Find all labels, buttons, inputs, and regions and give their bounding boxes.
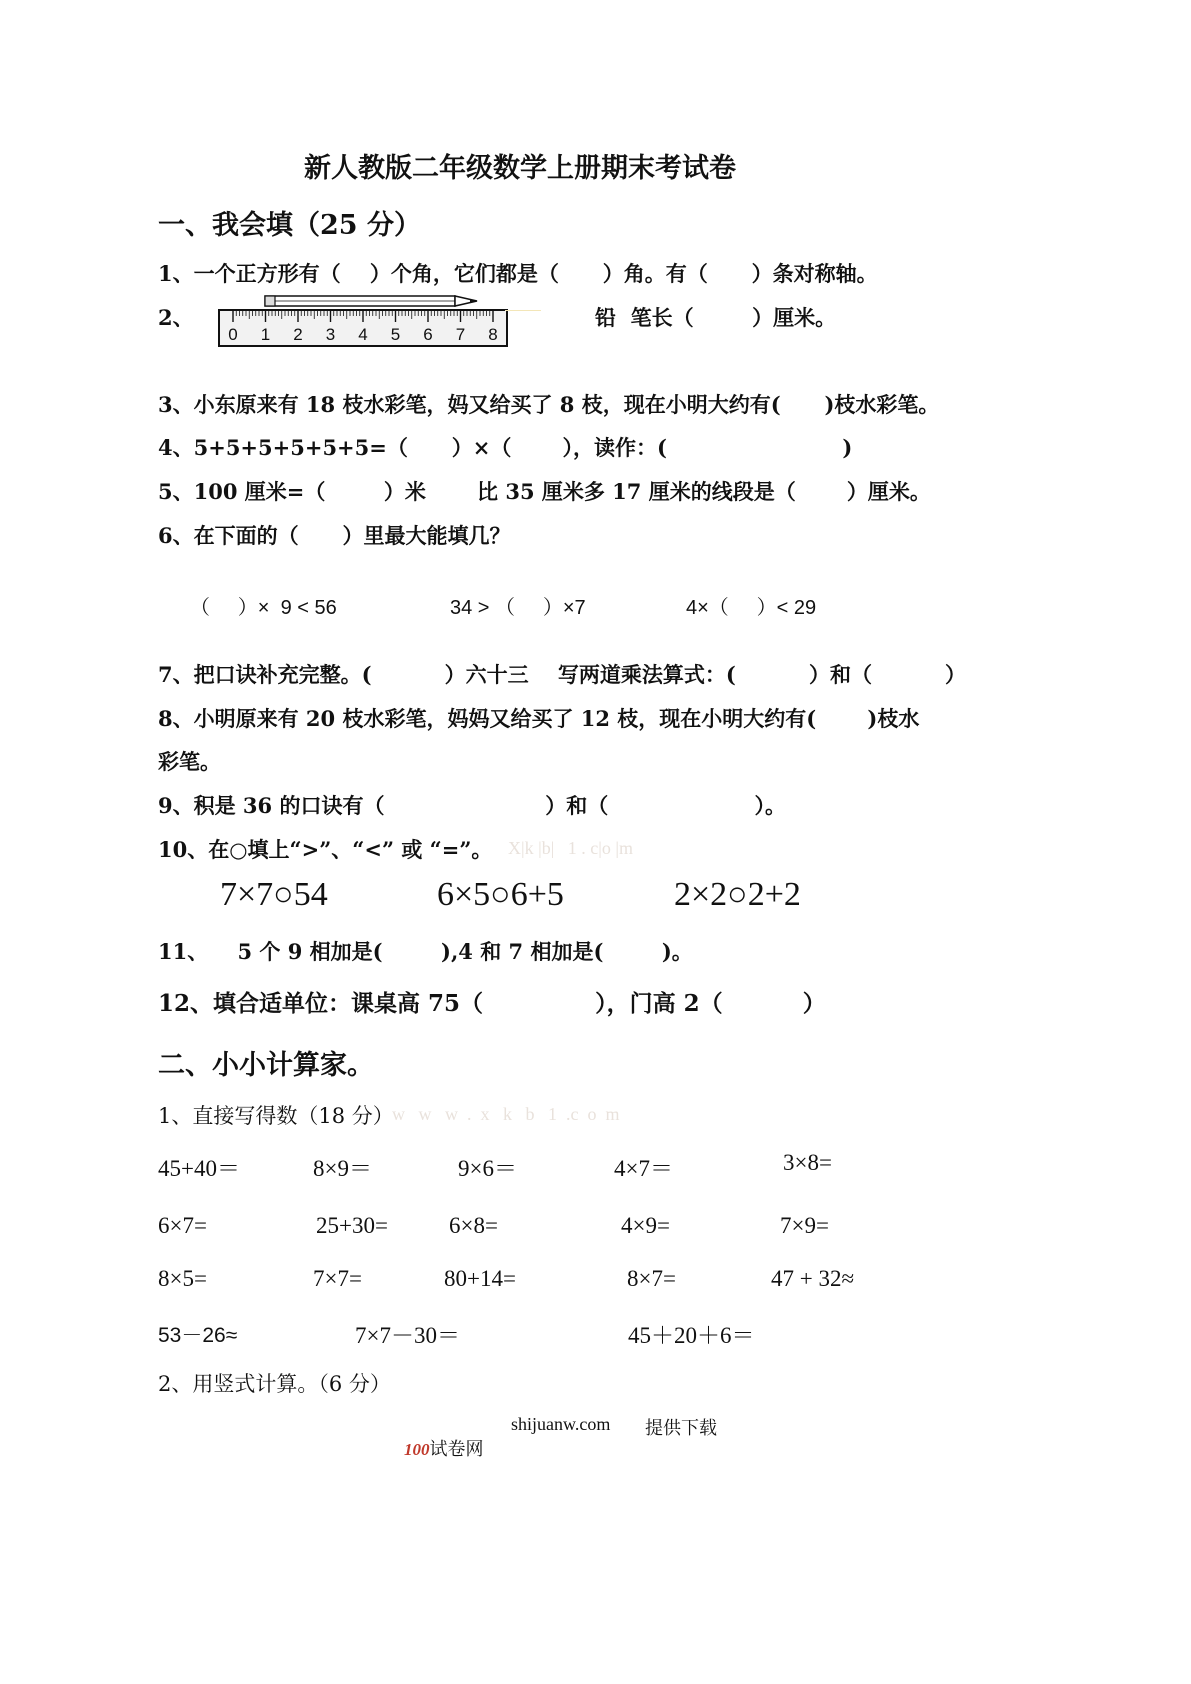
q10-watermark: X|k |b| 1 . c|o |m <box>508 838 634 858</box>
question-8-line1: 8、小明原来有 20 枝水彩笔，妈妈又给买了 12 枝，现在小明大约有( )枝水 <box>158 706 920 731</box>
calc-item: 8×5= <box>158 1266 207 1291</box>
calc-item: 45＋20＋6＝ <box>628 1323 755 1348</box>
calc-item: 80+14= <box>444 1266 516 1291</box>
ruler-label: 7 <box>455 325 466 344</box>
calc-item: 7×7－30＝ <box>355 1323 460 1348</box>
ruler-label: 5 <box>390 325 401 344</box>
q6-item-3: 4×（ ）< 29 <box>686 597 817 619</box>
question-4: 4、5+5+5+5+5+5=（ ）×（ ），读作：( ) <box>158 435 853 460</box>
question-2-text: 铅 笔长（ ）厘米。 <box>595 305 837 330</box>
q6-item-1: （ ）× 9 < 56 <box>190 597 337 619</box>
calc-item: 25+30= <box>316 1213 388 1238</box>
footer-site[interactable]: shijuanw.com <box>511 1414 611 1434</box>
calc-item: 6×8= <box>449 1213 498 1238</box>
calc-item: 3×8= <box>783 1150 832 1175</box>
ruler-label: 0 <box>228 325 238 344</box>
ruler-label: 4 <box>358 325 368 344</box>
q6-item-2: 34 > （ ）×7 <box>450 597 586 619</box>
ruler-label: 2 <box>293 325 303 344</box>
question-1: 1、一个正方形有（ ）个角，它们都是（ ）角。有（ ）条对称轴。 <box>158 261 878 286</box>
sub1-watermark: w w w . x k b 1 .c o m <box>392 1104 620 1124</box>
faint-line <box>505 310 541 311</box>
calc-item: 45+40＝ <box>158 1156 240 1181</box>
section1-heading: 一、我会填（25 分） <box>158 210 421 241</box>
question-12: 12、填合适单位：课桌高 75（ ），门高 2（ ） <box>158 990 826 1017</box>
ruler-labels <box>228 325 497 344</box>
ruler-pencil-illustration <box>215 292 515 352</box>
brand-text: 试卷网 <box>429 1439 484 1459</box>
ruler-label: 6 <box>423 325 433 344</box>
question-2-prefix: 2、 <box>158 305 194 330</box>
footer-note: 提供下载 <box>645 1418 717 1438</box>
calc-item: 4×7＝ <box>614 1156 673 1181</box>
pencil-icon <box>265 296 477 306</box>
q10-item-1: 7×7○54 <box>220 876 328 913</box>
q10-item-3: 2×2○2+2 <box>674 876 801 913</box>
footer <box>395 1414 484 1461</box>
calc-item: 4×9= <box>621 1213 670 1238</box>
section2-sub1: 1、直接写得数（18 分） <box>158 1104 394 1128</box>
question-10: 10、在○填上“>”、“<” 或 “=”。 <box>158 837 493 862</box>
page-title: 新人教版二年级数学上册期末考试卷 <box>304 153 736 184</box>
q10-item-2: 6×5○6+5 <box>437 876 564 913</box>
question-3: 3、小东原来有 18 枝水彩笔，妈又给买了 8 枝，现在小明大约有( )枝水彩笔。 <box>158 392 940 417</box>
calc-item: 47 + 32≈ <box>771 1266 855 1291</box>
question-8-line2: 彩笔。 <box>158 749 221 774</box>
ruler-label: 1 <box>260 325 271 344</box>
question-9: 9、积是 36 的口诀有（ ）和（ ）。 <box>158 793 787 818</box>
calc-item: 8×7= <box>627 1266 676 1291</box>
calc-item: 8×9＝ <box>313 1156 372 1181</box>
brand-logo: 100 <box>404 1440 430 1459</box>
ruler-label: 8 <box>488 325 498 344</box>
section2-sub2: 2、用竖式计算。（6 分） <box>158 1372 391 1396</box>
question-5: 5、100 厘米=（ ）米 比 35 厘米多 17 厘米的线段是（ ）厘米。 <box>158 479 931 504</box>
calc-item: 9×6＝ <box>458 1156 517 1181</box>
question-6: 6、在下面的（ ）里最大能填几？ <box>158 523 511 548</box>
question-7: 7、把口诀补充完整。( ）六十三 写两道乘法算式：( ）和（ ） <box>158 662 967 687</box>
calc-item: 6×7= <box>158 1213 207 1238</box>
calc-item: 53－26≈ <box>158 1324 238 1347</box>
ruler-label: 3 <box>325 325 336 344</box>
calc-item: 7×9= <box>780 1213 829 1238</box>
section2-heading: 二、小小计算家。 <box>158 1050 374 1081</box>
calc-item: 7×7= <box>313 1266 362 1291</box>
question-11: 11、 5 个 9 相加是( ),4 和 7 相加是( )。 <box>158 939 693 964</box>
